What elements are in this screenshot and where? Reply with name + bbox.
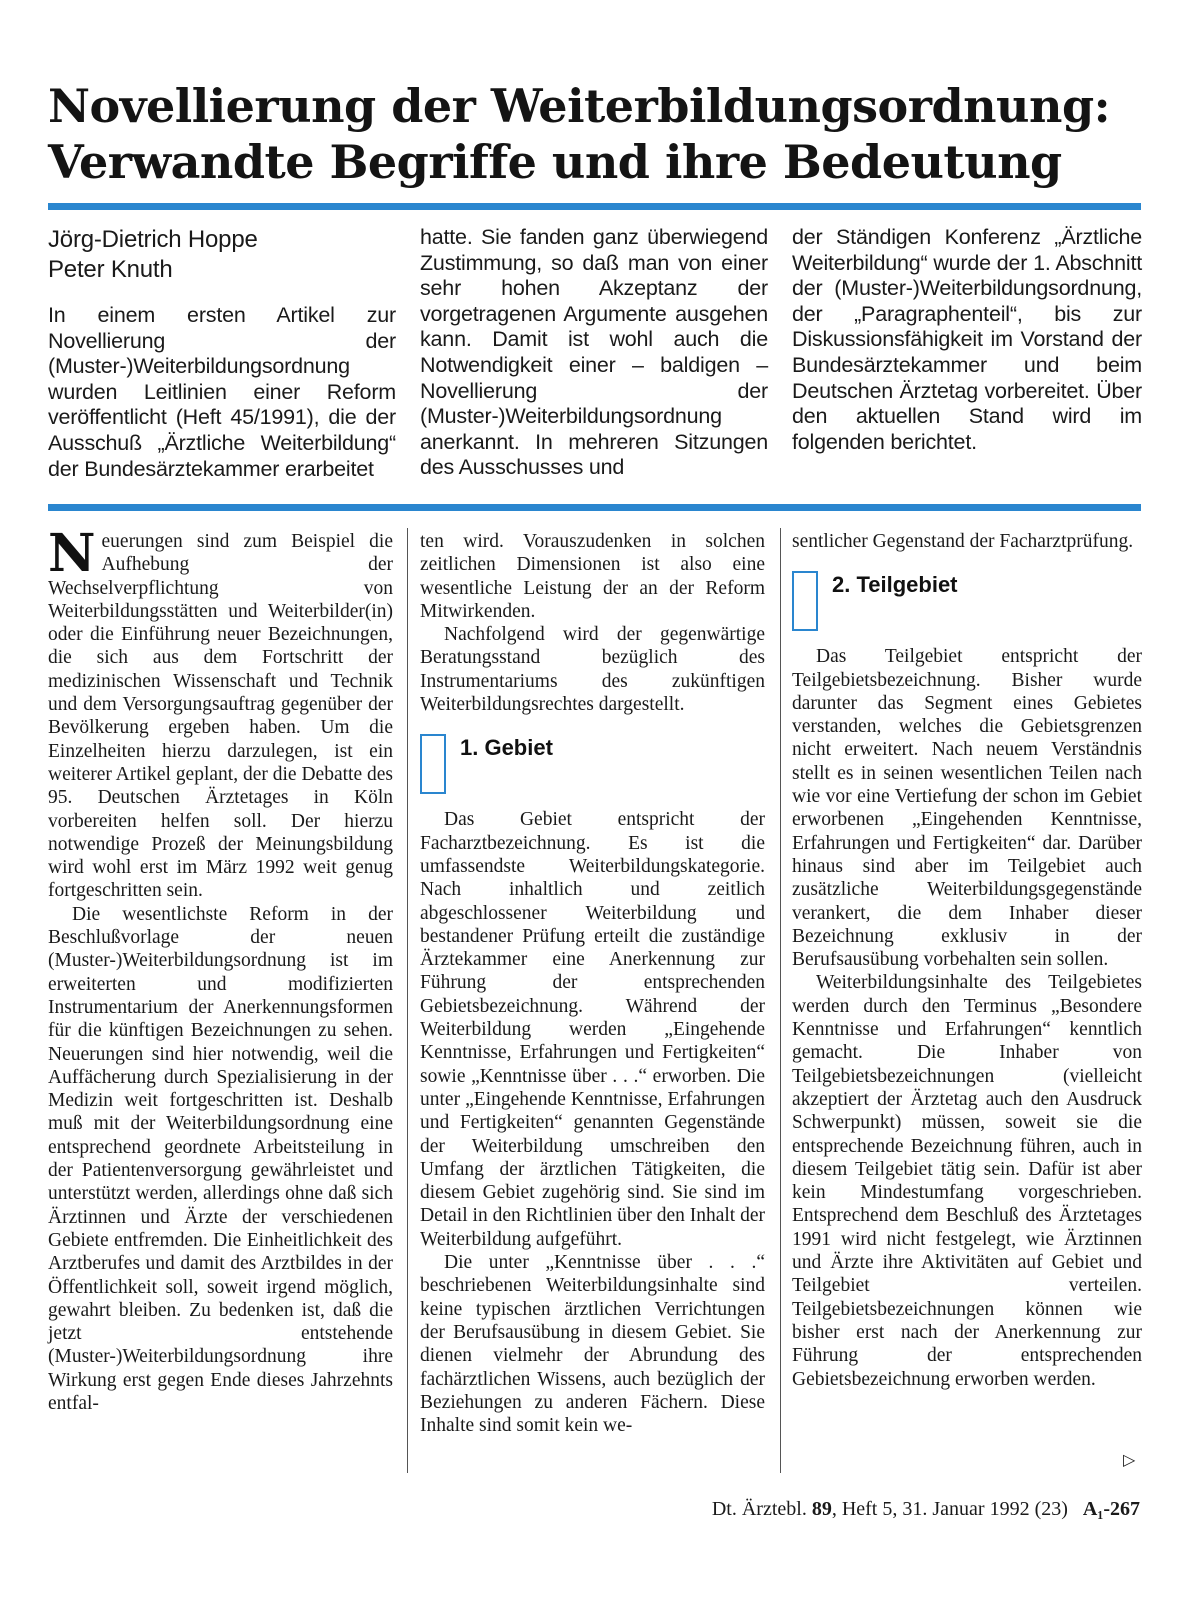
body-column-1 — [48, 523, 393, 1415]
author-name: Peter Knuth — [48, 256, 173, 283]
section-heading-teilgebiet — [792, 567, 1142, 637]
column-divider — [780, 528, 781, 1473]
intro-text: hatte. Sie fanden ganz überwiegend Zustimmung, so daß man von einer sehr hohen Akzeptanz der vorgetragenen Argumente ausgehen kann. Damit ist wohl auch die Notwendigkeit einer – baldigen – Novellierung der (Muster-)Weiterbildungsordnung anerkannt. In mehreren Sitzungen des Ausschusses und — [420, 225, 768, 480]
heading-box-icon — [420, 734, 446, 794]
body-paragraph: Weiterbildungsinhalte des Teilgebietes werden durch den Terminus „Besondere Kenntnisse und Erfahrungen“ kenntlich gemacht. Die Inhaber von Teilgebietsbezeichnungen (vielleicht akzeptiert der Ärztetag auch den Ausdruck Schwerpunkt) müssen, soweit sie die entsprechende Bezeichnung führen, auch in diesem Teilgebiet tätig sein. Dafür ist aber kein Mindestumfang vorgeschrieben. Entsprechend dem Beschluß des Ärztetages 1991 wird nicht festgelegt, wie Ärztinnen und Ärzte ihre Aktivitäten auf Gebiet und Teilgebiet verteilen. Teilgebietsbezeichnungen können wie bisher erst nach der Anerkennung zur Führung der entsprechenden Gebietsbezeichnung erworben werden. — [792, 972, 1142, 1390]
drop-cap: N — [48, 523, 96, 584]
body-paragraph-text: euerungen sind zum Beispiel die Aufhebung der Wechselverpflichtung von Weiterbildungsstätten und Weiterbilder(in) oder die Einführung neuer Bezeichnungen, die sich aus dem Fortschritt der medizinischen Wissenschaft und Technik und dem Versorgungsauftrag gegenüber der Bevölkerung ergeben haben. Um die Einzelheiten hierzu darzulegen, ist ein weiterer Artikel geplant, der die Debatte des 95. Deutschen Ärztetages in Köln vorbereiten helfen soll. Der hierzu notwendige Prozeß der Meinungsbildung wird wohl erst im März 1992 weit genug fortgeschritten sein. — [48, 531, 393, 902]
headline-line-2: Verwandte Begriffe und ihre Bedeutung — [48, 135, 1062, 189]
body-paragraph — [48, 523, 393, 903]
intro-text: In einem ersten Artikel zur Novellierung der (Muster-)Weiterbildungsordnung wurden Leitlinien einer Reform veröffentlicht (Heft 45/1991), die der Ausschuß „Ärztliche Weiterbildung“ der Bundesärztekammer erarbeitet — [48, 303, 396, 481]
author-list — [48, 225, 396, 285]
intro-rule — [48, 504, 1141, 511]
body-column-3 — [792, 530, 1142, 1391]
body-paragraph: Die wesentlichste Reform in der Beschlußvorlage der neuen (Muster-)Weiterbildungsordnung ist im erweiterten und modifizierten Instrumentarium der Anerkennungsformen für die künftigen Bezeichnungen zu sehen. Neuerungen sind hier notwendig, weil die Auffächerung durch Spezialisierung in der Medizin weit fortgeschritten ist. Deshalb muß mit der Weiterbildungsordnung eine entsprechend geordnete Arbeitsteilung in der Patientenversorgung gewährleistet und unterstützt werden, allerdings ohne daß sich Ärztinnen und Ärzte der verschiedenen Gebiete entfremden. Die Einheitlichkeit des Arztberufes und damit des Arztbildes in der Öffentlichkeit soll, soweit irgend möglich, gewahrt bleiben. Zu bedenken ist, daß die jetzt entstehende (Muster-)Weiterbildungsordnung ihre Wirkung erst gegen Ende dieses Jahrzehnts entfal- — [48, 903, 393, 1414]
intro-column-3 — [792, 225, 1142, 455]
continue-arrow-icon: ▷ — [1123, 1450, 1136, 1469]
body-column-2 — [420, 530, 765, 1437]
page-footer — [712, 1498, 1140, 1521]
article-headline — [48, 78, 1148, 190]
intro-column-2 — [420, 225, 768, 481]
column-divider — [407, 528, 408, 1473]
body-paragraph: Nachfolgend wird der gegenwärtige Beratungsstand bezüglich des Instrumentariums des zukünftigen Weiterbildungsrechtes dargestellt. — [420, 624, 765, 716]
footer-volume: 89 — [811, 1498, 832, 1520]
section-heading-title: 2. Teilgebiet — [832, 572, 958, 598]
intro-text: der Ständigen Konferenz „Ärztliche Weiterbildung“ wurde der 1. Abschnitt der (Muster-)Weiterbildungsordnung, der „Paragraphenteil“, bis zur Diskussionsfähigkeit im Vorstand der Bundesärztekammer und beim Deutschen Ärztetag vorbereitet. Über den aktuellen Stand wird im folgenden berichtet. — [792, 225, 1142, 454]
heading-box-icon — [792, 571, 818, 631]
footer-page-number: A₁-267 — [1082, 1498, 1140, 1520]
footer-journal: Dt. Ärztebl. — [711, 1498, 807, 1520]
intro-column-1 — [48, 225, 396, 482]
headline-line-1: Novellierung der Weiterbildungsordnung: — [48, 79, 1111, 133]
section-heading-title: 1. Gebiet — [460, 735, 553, 761]
body-paragraph: sentlicher Gegenstand der Facharztprüfung. — [792, 531, 1134, 552]
author-name: Jörg-Dietrich Hoppe — [48, 226, 258, 253]
section-heading-gebiet — [420, 730, 765, 800]
headline-rule — [48, 203, 1141, 210]
body-paragraph: Die unter „Kenntnisse über . . .“ beschriebenen Weiterbildungsinhalte sind keine typischen ärztlichen Verrichtungen der Berufsausübung in diesem Gebiet. Sie dienen vielmehr der Abrundung des fachärztlichen Wissens, auch bezüglich der Beziehungen zu anderen Fächern. Diese Inhalte sind somit kein we- — [420, 1252, 765, 1437]
body-paragraph: Das Teilgebiet entspricht der Teilgebietsbezeichnung. Bisher wurde darunter das Segment eines Gebietes verstanden, welches die Gebietsgrenzen nicht erweitert. Nach neuem Verständnis stellt es in seinen wesentlichen Teilen nach wie vor eine Vertiefung der schon im Gebiet erworbenen „Eingehenden Kenntnisse, Erfahrungen und Fertigkeiten“ dar. Darüber hinaus sind aber im Teilgebiet auch zusätzliche Weiterbildungsgegenstände verankert, die dem Inhaber dieser Bezeichnung exklusiv in der Berufsausübung vorbehalten sein sollen. — [792, 646, 1142, 971]
body-paragraph: Das Gebiet entspricht der Facharztbezeichnung. Es ist die umfassendste Weiterbildungskategorie. Nach inhaltlich und zeitlich abgeschlossener Weiterbildung und bestandener Prüfung erteilt die zuständige Ärztekammer eine Anerkennung zur Führung der entsprechenden Gebietsbezeichnung. Während der Weiterbildung werden „Eingehende Kenntnisse, Erfahrungen und Fertigkeiten“ sowie „Kenntnisse über . . .“ erworben. Die unter „Eingehende Kenntnisse, Erfahrungen und Fertigkeiten“ genannten Gegenstände der Weiterbildung umschreiben den Umfang der ärztlichen Tätigkeiten, die diesem Gebiet zugehörig sind. Sie sind im Detail in den Richtlinien über den Inhalt der Weiterbildung aufgeführt. — [420, 809, 765, 1250]
footer-issue: , Heft 5, 31. Januar 1992 (23) — [831, 1498, 1068, 1520]
body-paragraph: ten wird. Vorauszudenken in solchen zeitlichen Dimensionen ist also eine wesentliche Leistung der an der Reform Mitwirkenden. — [420, 531, 765, 622]
